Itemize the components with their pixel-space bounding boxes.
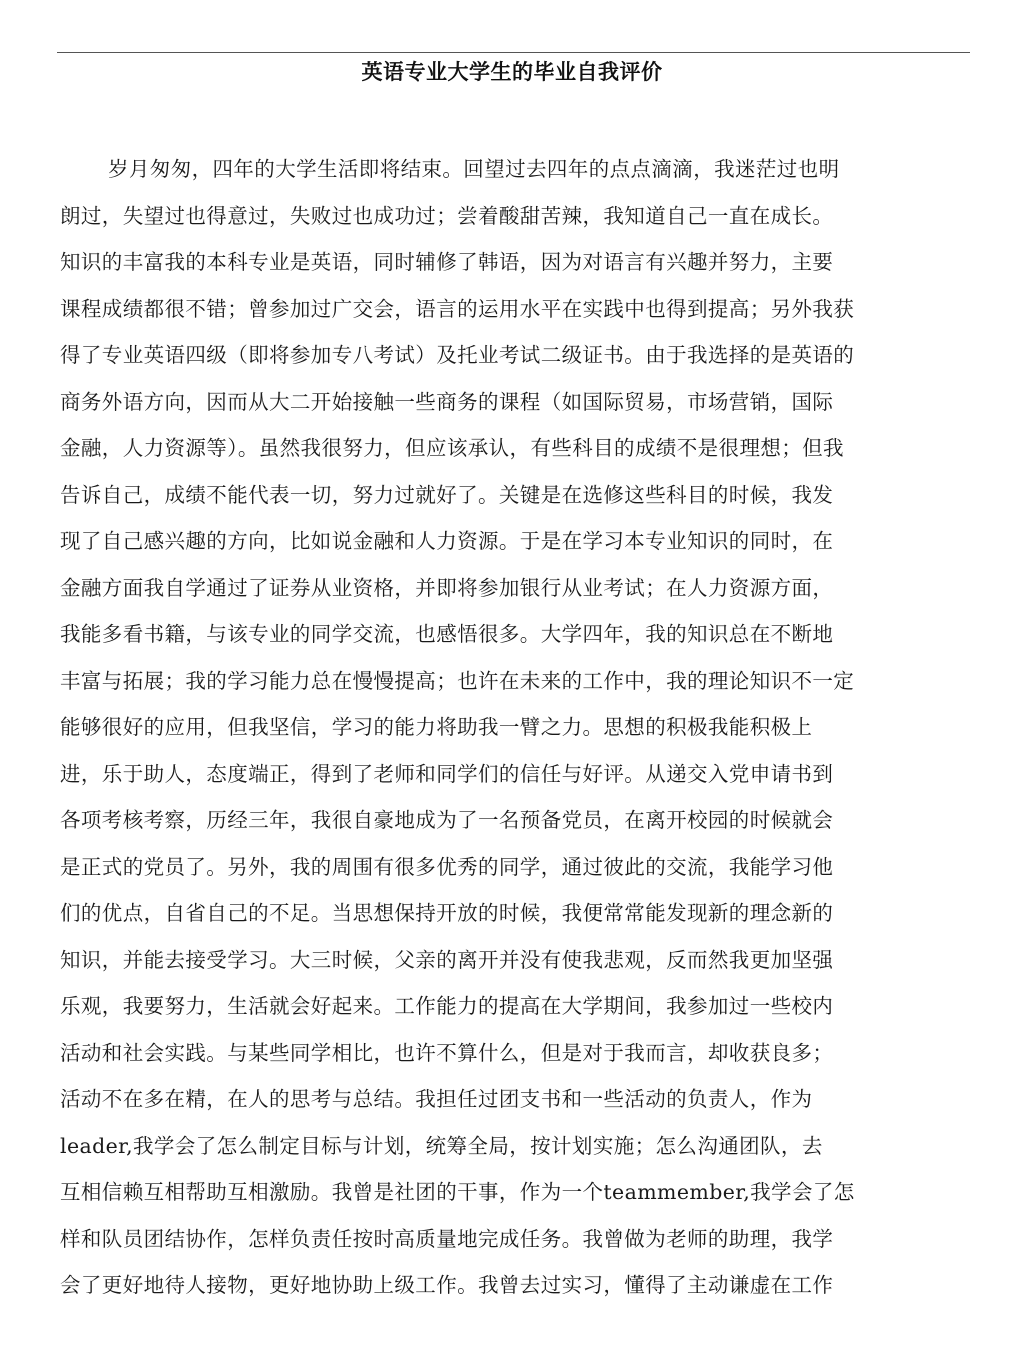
body-line: 各项考核考察，历经三年，我很自豪地成为了一名预备党员，在离开校园的时候就会 [60,808,834,832]
body-line: 乐观，我要努力，生活就会好起来。工作能力的提高在大学期间，我参加过一些校内 [60,994,834,1018]
body-line: 课程成绩都很不错；曾参加过广交会，语言的运用水平在实践中也得到提高；另外我获 [60,296,855,321]
body-line: 知识的丰富我的本科专业是英语，同时辅修了韩语，因为对语言有兴趣并努力，主要 [60,250,834,274]
body-line: 样和队员团结协作，怎样负责任按时高质量地完成任务。我曾做为老师的助理，我学 [60,1226,834,1251]
body-line: 进，乐于助人，态度端正，得到了老师和同学们的信任与好评。从递交入党申请书到 [60,761,834,786]
header-rule [57,52,970,53]
body-line: 是正式的党员了。另外，我的周围有很多优秀的同学，通过彼此的交流，我能学习他 [60,854,834,879]
body-line: 互相信赖互相帮助互相激励。我曾是社团的干事，作为一个teammember,我学会了怎 [60,1180,855,1204]
body-line: 商务外语方向，因而从大二开始接触一些商务的课程（如国际贸易，市场营销，国际 [60,389,834,414]
body-line: 们的优点，自省自己的不足。当思想保持开放的时候，我便常常能发现新的理念新的 [60,901,834,925]
document-title: 英语专业大学生的毕业自我评价 [361,60,663,84]
body-line: 金融，人力资源等）。虽然我很努力，但应该承认，有些科目的成绩不是很理想；但我 [60,436,844,460]
body-line: 岁月匆匆，四年的大学生活即将结束。回望过去四年的点点滴滴，我迷茫过也明 [108,157,840,181]
body-line: 我能多看书籍，与该专业的同学交流，也感悟很多。大学四年，我的知识总在不断地 [60,622,834,646]
body-line: 朗过，失望过也得意过，失败过也成功过；尝着酸甜苦辣，我知道自己一直在成长。 [60,203,834,228]
body-line: 丰富与拓展；我的学习能力总在慢慢提高；也许在未来的工作中，我的理论知识不一定 [60,668,855,693]
body-line: 现了自己感兴趣的方向，比如说金融和人力资源。于是在学习本专业知识的同时，在 [60,529,834,553]
document-body [60,150,960,1313]
body-line: 活动不在多在精，在人的思考与总结。我担任过团支书和一些活动的负责人，作为 [60,1087,813,1111]
body-line: leader,我学会了怎么制定目标与计划，统筹全局，按计划实施；怎么沟通团队，去 [60,1133,823,1158]
body-line: 会了更好地待人接物，更好地协助上级工作。我曾去过实习，懂得了主动谦虚在工作 [60,1273,834,1297]
body-line: 能够很好的应用，但我坚信，学习的能力将助我一臂之力。思想的积极我能积极上 [60,715,813,739]
body-line: 活动和社会实践。与某些同学相比，也许不算什么，但是对于我而言，却收获良多； [60,1040,834,1065]
body-line: 知识，并能去接受学习。大三时候，父亲的离开并没有使我悲观，反而然我更加坚强 [60,947,834,972]
body-line: 金融方面我自学通过了证券从业资格，并即将参加银行从业考试；在人力资源方面， [60,575,834,600]
body-line: 得了专业英语四级（即将参加专八考试）及托业考试二级证书。由于我选择的是英语的 [60,343,855,367]
body-line: 告诉自己，成绩不能代表一切，努力过就好了。关键是在选修这些科目的时候，我发 [60,482,834,507]
